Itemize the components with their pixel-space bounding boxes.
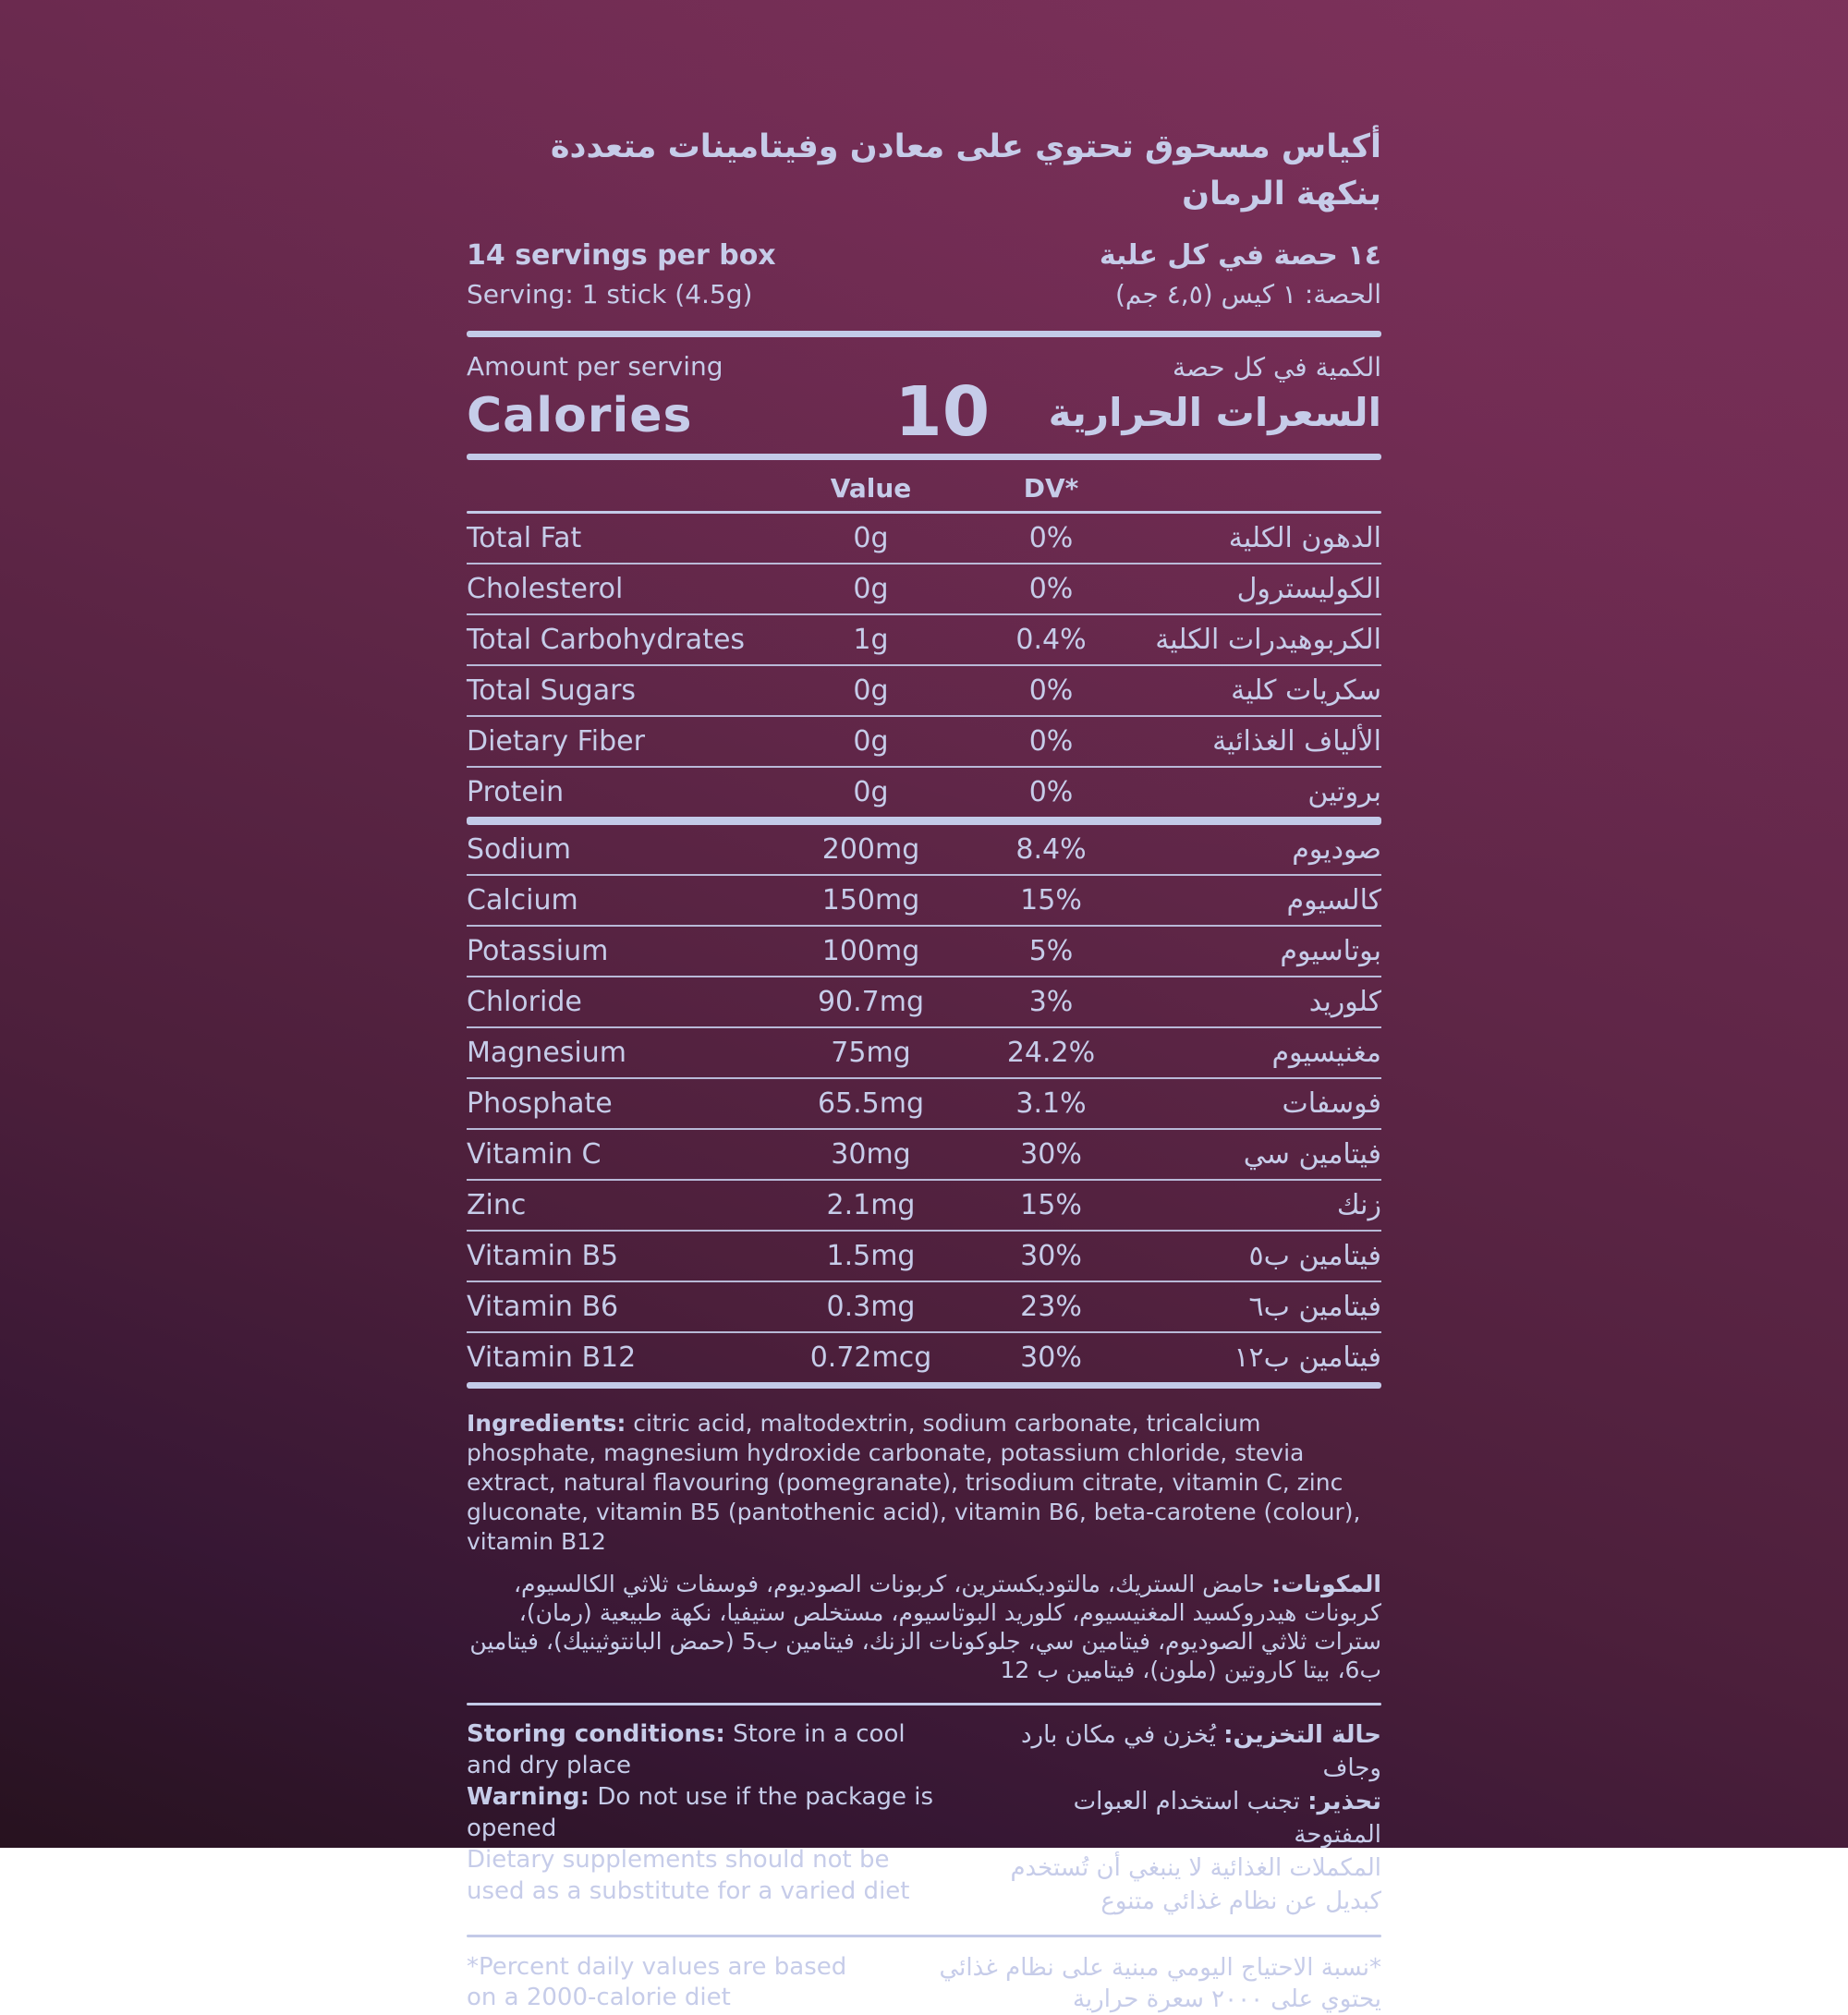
nutrient-name-en: Vitamin B6 — [467, 1290, 619, 1323]
nutrient-name-ar: مغنيسيوم — [1271, 1036, 1381, 1069]
calories-arabic — [1049, 352, 1381, 444]
storing-conditions-label-en: Storing conditions: — [467, 1719, 725, 1748]
nutrient-name-ar: زنك — [1336, 1188, 1381, 1221]
nutrient-value: 0g — [853, 724, 889, 758]
nutrient-value: 0g — [853, 775, 889, 808]
nutrient-dv: 5% — [1028, 934, 1074, 967]
nutrient-row — [467, 766, 1381, 817]
calories-word-ar: السعرات الحرارية — [1048, 389, 1381, 435]
storing-conditions-label-ar: حالة التخزين: — [1223, 1720, 1381, 1749]
ingredients-label-ar: المكونات: — [1271, 1570, 1381, 1597]
nutrient-dv: 23% — [1020, 1290, 1082, 1323]
nutrient-name-ar: بروتين — [1307, 775, 1381, 808]
servings-per-box-en: 14 servings per box — [467, 238, 776, 272]
calories-english — [467, 352, 723, 444]
nutrient-name-en: Dietary Fiber — [467, 724, 645, 758]
warning-label-ar: تحذير: — [1307, 1787, 1381, 1815]
nutrient-name-ar: كالسيوم — [1286, 883, 1381, 916]
nutrient-name-ar: الدهون الكلية — [1228, 521, 1381, 554]
nutrient-name-en: Sodium — [467, 832, 572, 866]
nutrient-dv: 30% — [1020, 1239, 1082, 1272]
ingredients-english — [467, 1409, 1381, 1557]
nutrition-facts-label — [467, 109, 1381, 2015]
nutrient-row — [467, 925, 1381, 976]
nutrient-dv: 0% — [1028, 775, 1074, 808]
nutrient-name-en: Phosphate — [467, 1086, 613, 1120]
nutrient-row — [467, 1281, 1381, 1331]
nutrient-row — [467, 664, 1381, 715]
nutrient-row — [467, 1331, 1381, 1382]
nutrient-row — [467, 613, 1381, 664]
nutrient-name-en: Calcium — [467, 883, 578, 916]
nutrient-value: 75mg — [831, 1036, 911, 1069]
calories-value: 10 — [894, 371, 991, 452]
nutrient-row — [467, 874, 1381, 925]
nutrient-dv: 0.4% — [1015, 623, 1087, 656]
storing-conditions-text-en: Store in a cool and dry place — [467, 1719, 906, 1779]
ingredients-text-en: citric acid, maltodextrin, sodium carbonate, tricalcium phosphate, magnesium hydroxide carbonate, potassium chloride, stevia extract, natural flavouring (pomegranate), trisodium citrate, vitamin C, zinc gluconate, vitamin B5 (pantothenic acid), vitamin B6, beta-carotene (colour), vitamin B12 — [467, 1409, 1361, 1555]
nutrient-value: 0g — [853, 572, 889, 605]
nutrient-dv: 3% — [1028, 985, 1074, 1018]
nutrient-value: 150mg — [821, 883, 920, 916]
divider — [467, 1382, 1381, 1389]
nutrient-dv: 0% — [1028, 572, 1074, 605]
nutrient-name-ar: فيتامين ب١٢ — [1234, 1341, 1381, 1374]
nutrient-name-ar: فيتامين سي — [1243, 1137, 1381, 1171]
nutrient-value: 30mg — [831, 1137, 911, 1171]
nutrient-name-ar: الألياف الغذائية — [1212, 724, 1381, 758]
nutrient-name-en: Potassium — [467, 934, 609, 967]
storing-conditions-text-ar: يُخزن في مكان بارد وجاف — [1020, 1720, 1381, 1782]
nutrient-name-en: Vitamin C — [467, 1137, 602, 1171]
nutrient-dv: 0% — [1028, 724, 1074, 758]
micronutrient-rows — [467, 825, 1381, 1382]
macronutrient-rows — [467, 514, 1381, 817]
servings-section — [467, 238, 1381, 310]
ingredients-text-ar: حامض الستريك، مالتوديكسترين، كربونات الصوديوم، فوسفات ثلاثي الكالسيوم، كربونات هيدروكسيد المغنيسيوم، كلوريد البوتاسيوم، مستخلص ستيفيا، نكهة طبيعية (رمان)، سترات ثلاثي الصوديوم، فيتامين سي، جلوكونات الزنك، فيتامين ب5 (حمض البانتوثينيك)، فيتامين ب6، بيتا كاروتين (ملون)، فيتامين ب 12 — [469, 1570, 1381, 1683]
daily-value-footnote-ar: *نسبة الاحتياج اليومي مبنية على نظام غذائي يحتوي على ٢٠٠٠ سعرة حرارية — [939, 1953, 1381, 2013]
serving-size-ar: الحصة: ١ كيس (٤,٥ جم) — [1114, 278, 1381, 310]
nutrient-value: 65.5mg — [817, 1086, 925, 1120]
nutrient-row — [467, 1026, 1381, 1077]
supplement-note-ar: المكملات الغذائية لا ينبغي أن تُستخدم كبديل عن نظام غذائي متنوع — [1010, 1853, 1381, 1915]
servings-per-box-ar: ١٤ حصة في كل علبة — [1099, 238, 1381, 272]
nutrient-name-ar: الكربوهيدرات الكلية — [1155, 623, 1381, 656]
nutrient-dv: 3.1% — [1015, 1086, 1087, 1120]
footnote-section — [467, 1937, 1381, 2015]
divider — [467, 817, 1381, 825]
servings-arabic — [1100, 238, 1381, 310]
nutrient-name-ar: سكريات كلية — [1231, 674, 1381, 707]
serving-size-en: Serving: 1 stick (4.5g) — [467, 278, 753, 310]
warning-text-en: Do not use if the package is opened — [467, 1782, 934, 1842]
dv-column-header: DV* — [1023, 472, 1079, 504]
nutrient-value: 90.7mg — [817, 985, 925, 1018]
nutrient-value: 200mg — [821, 832, 920, 866]
nutrient-name-en: Protein — [467, 775, 565, 808]
nutrient-name-en: Vitamin B12 — [467, 1341, 637, 1374]
storage-arabic — [979, 1718, 1381, 1918]
divider — [467, 331, 1381, 337]
nutrient-row — [467, 825, 1381, 874]
nutrient-row — [467, 715, 1381, 766]
nutrient-dv: 30% — [1020, 1137, 1082, 1171]
nutrient-name-ar: بوتاسيوم — [1280, 934, 1381, 967]
supplement-note-en: Dietary supplements should not be used as a substitute for a varied diet — [467, 1845, 910, 1905]
nutrient-dv: 0% — [1028, 521, 1074, 554]
nutrient-row — [467, 1128, 1381, 1179]
nutrient-dv: 8.4% — [1015, 832, 1087, 866]
nutrient-name-en: Cholesterol — [467, 572, 624, 605]
nutrient-name-ar: الكوليسترول — [1236, 572, 1381, 605]
servings-english — [467, 238, 776, 310]
table-header-row — [467, 460, 1381, 511]
nutrient-name-ar: فوسفات — [1282, 1086, 1381, 1120]
value-column-header: Value — [830, 472, 912, 504]
nutrient-name-en: Vitamin B5 — [467, 1239, 619, 1272]
nutrient-row — [467, 976, 1381, 1026]
warning-text-ar: تجنب استخدام العبوات المفتوحة — [1073, 1787, 1381, 1849]
nutrient-value: 0.72mcg — [809, 1341, 932, 1374]
nutrient-name-ar: كلوريد — [1308, 985, 1381, 1018]
nutrient-name-ar: صوديوم — [1292, 832, 1381, 866]
nutrient-row — [467, 514, 1381, 563]
nutrient-name-en: Total Sugars — [467, 674, 637, 707]
nutrient-name-ar: فيتامين ب٥ — [1248, 1239, 1381, 1272]
nutrient-name-en: Zinc — [467, 1188, 527, 1221]
amount-per-serving-ar: الكمية في كل حصة — [1173, 351, 1381, 382]
calories-section — [467, 337, 1381, 454]
ingredients-arabic — [467, 1570, 1381, 1684]
nutrient-dv: 15% — [1020, 883, 1082, 916]
nutrient-value: 100mg — [821, 934, 920, 967]
warning-label-en: Warning: — [467, 1782, 590, 1811]
nutrient-value: 1.5mg — [826, 1239, 916, 1272]
nutrient-value: 2.1mg — [826, 1188, 916, 1221]
nutrient-name-en: Total Carbohydrates — [467, 623, 746, 656]
nutrient-row — [467, 563, 1381, 613]
nutrient-value: 0.3mg — [826, 1290, 916, 1323]
nutrient-dv: 30% — [1020, 1341, 1082, 1374]
nutrient-row — [467, 1230, 1381, 1281]
nutrient-name-en: Magnesium — [467, 1036, 626, 1069]
storage-english — [467, 1718, 942, 1918]
nutrient-value: 0g — [853, 521, 889, 554]
nutrient-name-en: Chloride — [467, 985, 582, 1018]
product-title-arabic: أكياس مسحوق تحتوي على معادن وفيتامينات متعددة بنكهة الرمان — [550, 128, 1381, 212]
nutrient-name-ar: فيتامين ب٦ — [1248, 1290, 1381, 1323]
nutrient-value: 0g — [853, 674, 889, 707]
daily-value-footnote-en: *Percent daily values are based on a 2000-calorie diet — [467, 1952, 847, 2011]
storage-section — [467, 1705, 1381, 1918]
nutrient-row — [467, 1077, 1381, 1128]
amount-per-serving-en: Amount per serving — [467, 350, 723, 382]
nutrient-dv: 0% — [1028, 674, 1074, 707]
nutrient-value: 1g — [853, 623, 889, 656]
divider — [467, 454, 1381, 460]
calories-word-en: Calories — [467, 387, 693, 443]
nutrient-row — [467, 1179, 1381, 1230]
nutrient-dv: 15% — [1020, 1188, 1082, 1221]
nutrient-name-en: Total Fat — [467, 521, 582, 554]
ingredients-label-en: Ingredients: — [467, 1409, 626, 1437]
nutrient-dv: 24.2% — [1006, 1036, 1096, 1069]
